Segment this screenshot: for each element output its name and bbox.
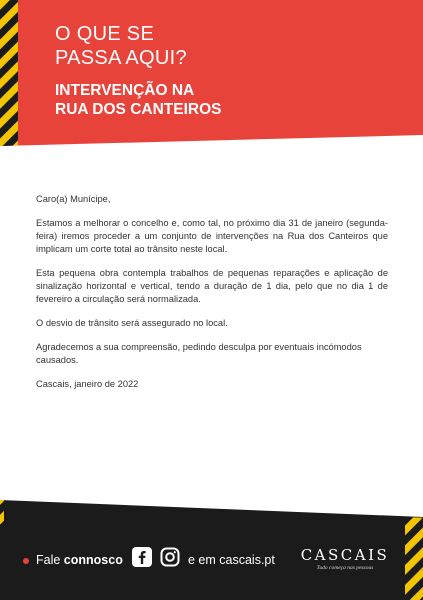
facebook-icon[interactable]: [132, 547, 152, 567]
letter-greeting: Caro(a) Munícipe,: [36, 194, 111, 204]
cascais-logo: [300, 546, 390, 571]
contact-text: [36, 553, 123, 567]
instagram-icon[interactable]: [160, 547, 180, 567]
logo-wordmark: CASCAIS: [300, 546, 390, 564]
footer-contact: [0, 538, 423, 574]
headline-line: PASSA AQUI?: [55, 47, 187, 69]
headline-line: O QUE SE: [55, 23, 155, 45]
letter-paragraph: Esta pequena obra contempla trabalhos de pequenas reparações e aplicação de sinalização horizontal e vertical, tendo a duração de 1 dia, pelo que no dia 1 de fevereiro a circulação será normalizada.: [36, 268, 388, 304]
contact-bold: connosco: [63, 553, 123, 567]
website-text[interactable]: e em cascais.pt: [188, 553, 275, 567]
subheadline-line: INTERVENÇÃO NA: [55, 82, 195, 99]
bullet-dot: [23, 558, 29, 564]
letter-paragraph: O desvio de trânsito será assegurado no local.: [36, 318, 228, 328]
footer-hazard-stripes: [0, 500, 4, 530]
logo-tagline: Tudo começa nas pessoas: [316, 565, 374, 571]
letter-signoff: Cascais, janeiro de 2022: [36, 379, 139, 389]
subheadline-line: RUA DOS CANTEIROS: [55, 101, 222, 118]
contact-prefix: Fale: [36, 553, 64, 567]
letter-paragraph: Agradecemos a sua compreensão, pedindo desculpa por eventuais incómodos causados.: [36, 342, 362, 365]
letter-paragraph: Estamos a melhorar o concelho e, como tal, no próximo dia 31 de janeiro (segunda-feira) iremos proceder a um conjunto de intervenções na Rua dos Canteiros que implicam um corte total ao trânsito neste local.: [36, 218, 388, 254]
